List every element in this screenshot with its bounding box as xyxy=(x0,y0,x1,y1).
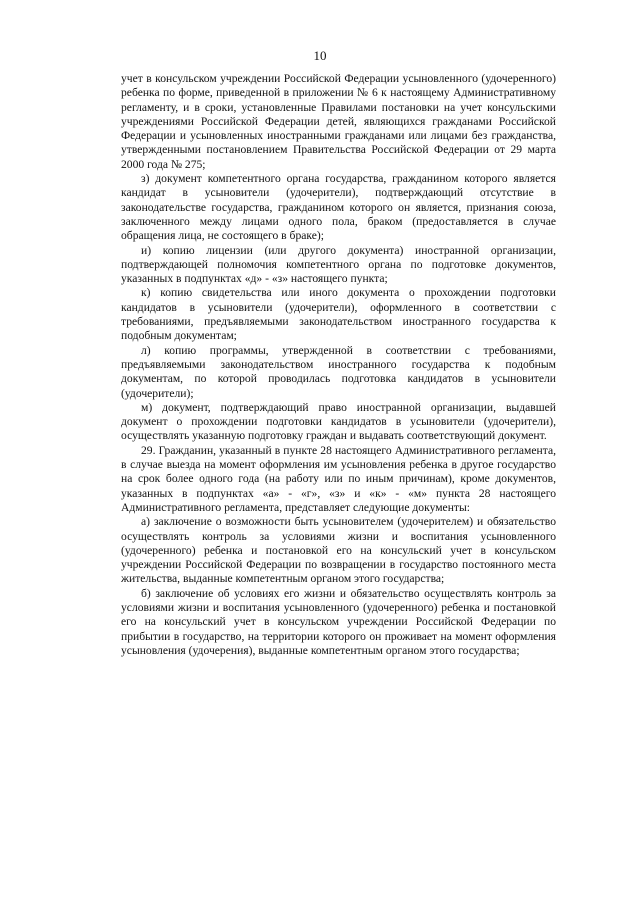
document-body xyxy=(121,72,556,658)
paragraph-item-i: и) копию лицензии (или другого документа) иностранной организации, подтверждающей полномочия компетентного органа по подготовке документов, указанных в подпунктах «д» - «з» настоящего пункта; xyxy=(121,243,556,286)
paragraph-item-l: л) копию программы, утвержденной в соответствии с требованиями, предъявляемыми законодательством иностранного государства к подобным документам, по которой проводилась подготовка кандидатов в усыновители (удочерители); xyxy=(121,343,556,400)
paragraph-item-b: б) заключение об условиях его жизни и обязательство осуществлять контроль за условиями жизни и воспитания усыновленного (удочеренного) ребенка и постановкой его на консульский учет в консульском учреждении Российской Федерации по прибытии в государство, на территории которого он проживает на момент оформления усыновления (удочерения), выданные компетентным органом этого государства; xyxy=(121,586,556,657)
paragraph-item-m: м) документ, подтверждающий право иностранной организации, выдавшей документ о прохождении подготовки кандидатов в усыновители (удочерители), осуществлять указанную подготовку граждан и выдавать соответствующий документ. xyxy=(121,400,556,443)
page-number: 10 xyxy=(313,48,327,63)
paragraph-clause-29: 29. Гражданин, указанный в пункте 28 настоящего Административного регламента, в случае выезда на момент оформления им усыновления ребенка в другое государство на срок более одного года (на работу или по иным причинам), кроме документов, указанных в подпунктах «а» - «г», «з» и «к» - «м» пункта 28 настоящего Административного регламента, представляет следующие документы: xyxy=(121,443,556,514)
paragraph-continuation: учет в консульском учреждении Российской Федерации усыновленного (удочеренного) ребенка по форме, приведенной в приложении № 6 к настоящему Административному регламенту, и в сроки, установленные Правилами постановки на учет консульскими учреждениями Российской Федерации детей, являющихся гражданами Российской Федерации и усыновленных иностранными гражданами или лицами без гражданства, утвержденными постановлением Правительства Российской Федерации от 29 марта 2000 года № 275; xyxy=(121,72,556,171)
paragraph-item-z: з) документ компетентного органа государства, гражданином которого является кандидат в усыновители (удочерители), подтверждающий отсутствие в законодательстве государства, гражданином которого он является, признания союза, заключенного между лицами одного пола, браком (предоставляется в случае обращения лица, не состоящего в браке); xyxy=(121,172,556,243)
paragraph-item-k: к) копию свидетельства или иного документа о прохождении подготовки кандидатов в усыновители (удочерители), оформленного в соответствии с требованиями, предъявляемыми законодательством иностранного государства к подобным документам; xyxy=(121,286,556,343)
paragraph-item-a: а) заключение о возможности быть усыновителем (удочерителем) и обязательство осуществлять контроль за условиями жизни и воспитания усыновленного (удочеренного) ребенка и постановкой его на консульский учет в консульском учреждении Российской Федерации по возвращении в государство постоянного места жительства, выданные компетентным органом этого государства; xyxy=(121,515,556,586)
